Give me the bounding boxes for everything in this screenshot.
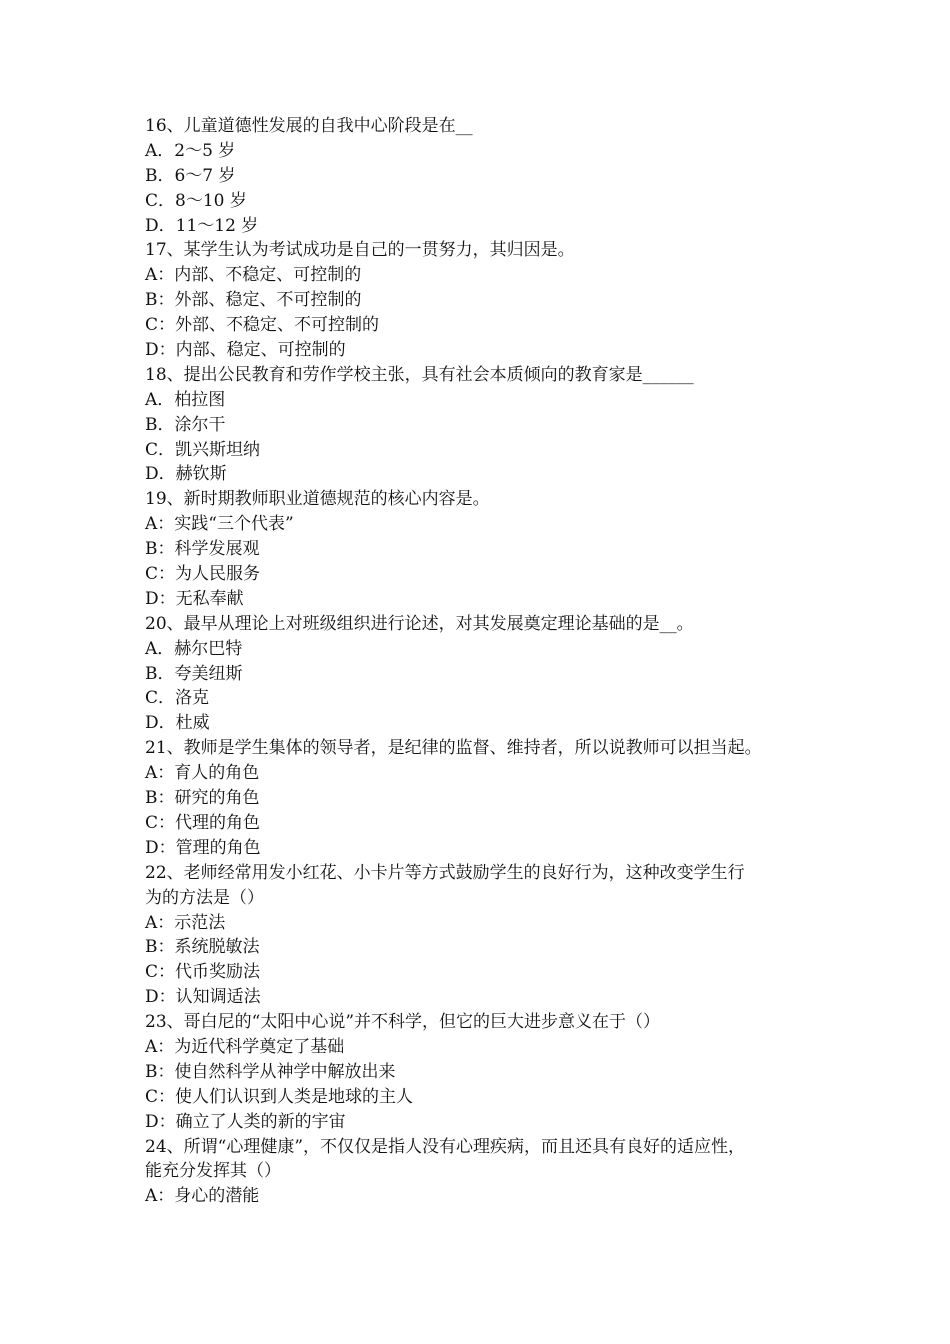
answer-option: C：代理的角色 (145, 812, 261, 833)
answer-option: C：为人民服务 (145, 564, 261, 585)
question-item (145, 114, 815, 238)
answer-option: A：育人的角色 (145, 763, 260, 784)
answer-option: A：内部、不稳定、可控制的 (145, 265, 362, 286)
question-item (145, 1010, 815, 1134)
question-stem: 24、所谓“心理健康”，不仅仅是指人没有心理疾病，而且还具有良好的适应性， (145, 1136, 746, 1157)
answer-option: D：无私奉献 (145, 588, 244, 609)
question-stem: 19、新时期教师职业道德规范的核心内容是。 (145, 489, 490, 510)
question-item (145, 861, 815, 1010)
question-item (145, 1135, 815, 1210)
answer-option: A．赫尔巴特 (145, 638, 243, 659)
answer-option: B：使自然科学从神学中解放出来 (145, 1061, 396, 1082)
answer-option: D：认知调适法 (145, 987, 261, 1008)
question-stem: 能充分发挥其（） (145, 1161, 281, 1182)
answer-option: C：代币奖励法 (145, 962, 261, 983)
question-item (145, 487, 815, 611)
answer-option: D：内部、稳定、可控制的 (145, 340, 346, 361)
question-stem: 为的方法是（） (145, 887, 264, 908)
answer-option: B：外部、稳定、不可控制的 (145, 290, 362, 311)
answer-option: C：使人们认识到人类是地球的主人 (145, 1086, 414, 1107)
question-item (145, 612, 815, 736)
answer-option: A：为近代科学奠定了基础 (145, 1036, 345, 1057)
answer-option: A：身心的潜能 (145, 1186, 260, 1207)
question-list (145, 114, 815, 1209)
question-stem: 23、哥白尼的“太阳中心说”并不科学，但它的巨大进步意义在于（） (145, 1012, 661, 1033)
question-stem: 22、老师经常用发小红花、小卡片等方式鼓励学生的良好行为，这种改变学生行 (145, 862, 745, 883)
answer-option: B．6～7 岁 (145, 165, 236, 186)
answer-option: B．夸美纽斯 (145, 663, 243, 684)
answer-option: B：系统脱敏法 (145, 937, 260, 958)
answer-option: A：实践“三个代表” (145, 514, 294, 535)
answer-option: C．8～10 岁 (145, 190, 247, 211)
answer-option: B：科学发展观 (145, 539, 260, 560)
answer-option: D：确立了人类的新的宇宙 (145, 1111, 346, 1132)
answer-option: D．11～12 岁 (145, 215, 259, 236)
answer-option: D：管理的角色 (145, 837, 261, 858)
answer-option: B．涂尔干 (145, 414, 226, 435)
answer-option: C．洛克 (145, 688, 210, 709)
question-item (145, 736, 815, 860)
answer-option: A．2～5 岁 (145, 140, 236, 161)
question-stem: 16、儿童道德性发展的自我中心阶段是在__ (145, 116, 473, 136)
question-item (145, 238, 815, 362)
answer-option: C：外部、不稳定、不可控制的 (145, 315, 380, 336)
answer-option: A．柏拉图 (145, 389, 226, 410)
question-stem: 20、最早从理论上对班级组织进行论述，对其发展奠定理论基础的是__。 (145, 613, 694, 634)
question-item (145, 363, 815, 487)
answer-option: D．赫钦斯 (145, 464, 227, 485)
answer-option: B：研究的角色 (145, 788, 260, 809)
answer-option: A：示范法 (145, 912, 226, 933)
question-stem: 17、某学生认为考试成功是自己的一贯努力，其归因是。 (145, 240, 575, 261)
answer-option: C．凯兴斯坦纳 (145, 439, 261, 460)
answer-option: D．杜威 (145, 713, 210, 734)
question-stem: 21、教师是学生集体的领导者，是纪律的监督、维持者，所以说教师可以担当起。 (145, 738, 762, 759)
question-stem: 18、提出公民教育和劳作学校主张，具有社会本质倾向的教育家是______ (145, 364, 694, 385)
